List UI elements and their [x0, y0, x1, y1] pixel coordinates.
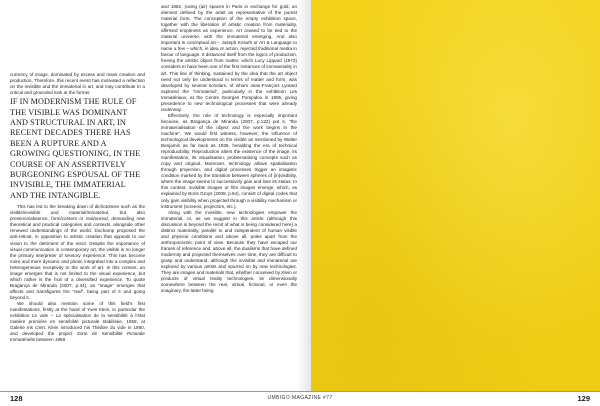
- left-text-column: [10, 72, 145, 343]
- right-paragraph-3: Along with the invisible, new technologies empower the immaterial, or, as we suggest in this article (although this discussion is beyond the remit of what is being considered here) a distinct materiality, parallel to and independent of human visible and physical conditions and above all, poles apart from the anthropocentric point of view. Because they have escaped our frames of reference and, above all, the dualisms that have defined modernity and projected themselves over time, they are difficult to grasp and understand, although the invisible and immaterial are explored by various artists and spurred on by new technologies. They are images and materials that, whether conceived by Klein or products of virtual reality technologies, lie dimensionally somewhere between the real, virtual, fictional, or even the imaginary, the latter being: [161, 209, 297, 294]
- page-footer: [0, 391, 600, 406]
- pull-quote: IF IN MODERNISM THE RULE OF THE VISIBLE WAS DOMINANT AND STRUCTURAL IN ART, IN RECENT DECADES THERE HAS BEEN A RUPTURE AND A GROWING QUESTIONING, IN THE COURSE OF AN ASSERTIVELY BURGEONING ESPOUSAL OF THE INVISIBLE, THE IMMATERIAL AND THE INTANGIBLE.: [10, 97, 141, 200]
- page-number-left: 128: [10, 394, 23, 403]
- page-gutter: [297, 0, 311, 392]
- right-paragraph-2: Effectively, the role of technology is especially important because, as Bragança de Miranda (2007, p.122) put it, "the immaterialisation of the object and the work begins in the machine". We would first witness, however, the influence of technological developments on the visible as mentioned by Walter Benjamin as far back as 1935, heralding the era of technical reproducibility. Reproduction alters the existence of the image, its manifestation, its visualisation, problematising concepts such as copy and original. Moreover, technology allows spatialisation through projection, and digital processes trigger an imagistic condition marked by the transition between spheres of (in)visibility, where the image seems to successively gain and lose its status. In this context, invisible images or film images emerge, which, as explained by Boris Groys (2008, p.84), consist of digital codes that only gain visibility when projected through a visibility mechanism or instrument (screens, projectors, etc.).: [161, 112, 297, 209]
- right-paragraph-1: and 1962, (using (air) spaces in Paris in exchange for gold, an element defined by the artist as representative of the purest material form. The conception of the empty exhibition space, together with the liberation of artistic creation from materiality, affirmed emptiness as experience. Art ceased to be tied to the material universe, with the immaterial emerging. And also important is conceptual art – Joseph Kosuth or Art & Language to name a few – which, in idea or action, rejected traditional media in favour of language. It distanced itself from the logics of production, freeing the artistic object from matter, which Lucy Lippard (1973) considers to have been one of the first instances of immateriality in art. This line of thinking, sustained by the idea that the art object need not only be understood in terms of matter and form, was developed by several scholars, of whom Jean-François Lyotard explored the "immaterial", particularly in the exhibition Les Immatériaux, at the Centre Georges Pompidou in 1985, giving precedence to new technological processes that were already underway.: [161, 4, 297, 112]
- magazine-title: UMBIGO MAGAZINE #77: [267, 395, 333, 401]
- left-paragraph-1: This has led to the breaking down of dichotomies such as the visible/invisible and material/immaterial, but also presence/absence, form/content or real/unreal, demanding new theoretical and practical categories and contexts, alongside other renewed understandings of the world. Duchamp proposed the anti-retinal, in opposition to artistic creation that appeals to our vision to the detriment of the mind. Despite the importance of visual communication in contemporary art, the visible is no longer the primary interpreter of sensory experience. This has become more and more dynamic and plural, integrated into a complex and heterogeneous receptivity to the work of art. In this context, an image emerges that is not limited to the visual experience, but which rather is the fruit of a diversified experience. To quote Bragança de Miranda (2007, p.34), an "image" emerges that affects and transfigures the "real", being part of it and going beyond it.: [10, 204, 145, 300]
- left-intro-paragraph: currency of image, dominated by excess and mass creation and production. Therefore, this recent event has motivated a reflection on the invisible and the immaterial in art, and may contribute to a critical and grounded look at the former.: [10, 72, 145, 96]
- left-paragraph-2: We should also mention some of this field's first manifestations, firstly at the hand of Yves Klein, in particular the exhibition Le vide – La spécialisation de la sensibilité à l'état matière première en sensibilité picturale stabilisée, 1958, at Galerie Iris Clert. Klein introduced his Théâtre du vide in 1960, and developed the project Zone de Sensibilité Picturale Immatérielle between 1959: [10, 301, 145, 343]
- right-text-column: [161, 4, 297, 294]
- yellow-page-background: [311, 0, 600, 392]
- page-number-right: 129: [577, 394, 590, 403]
